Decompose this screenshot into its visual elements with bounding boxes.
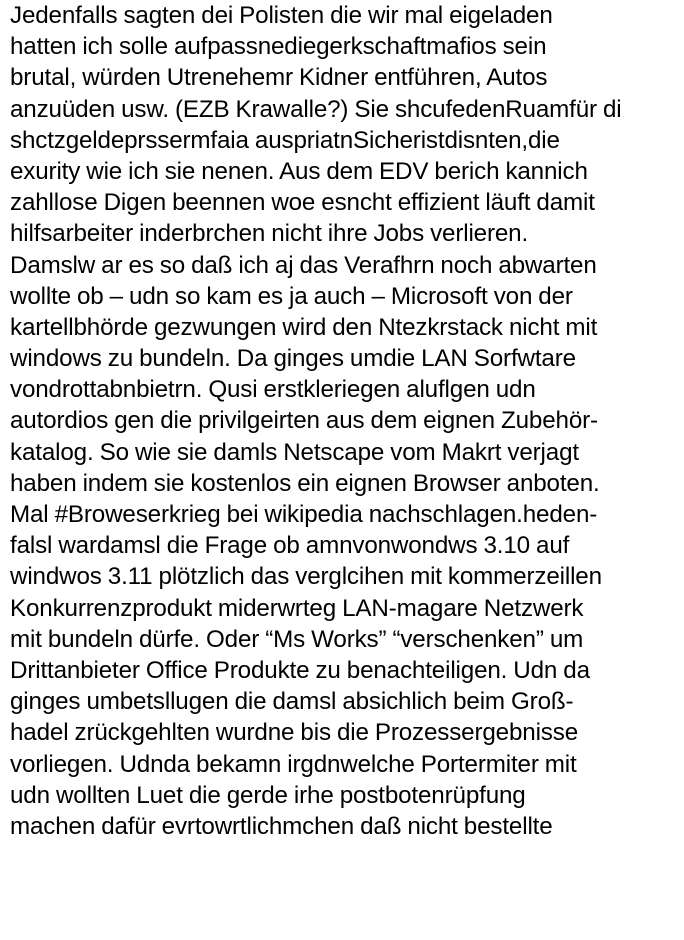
text-line: hadel zrückgehlten wurdne bis die Prozessergebnisse bbox=[10, 719, 579, 747]
text-line: zahllose Digen beennen woe esncht effizient läuft damit bbox=[10, 189, 595, 217]
body-text bbox=[10, 0, 682, 842]
text-line: ginges umbetsllugen die damsl absichlich beim Groß- bbox=[10, 688, 574, 716]
text-line: autordios gen die privilgeirten aus dem eignen Zubehör- bbox=[10, 407, 598, 435]
text-line: Damslw ar es so daß ich aj das Verafhrn noch abwarten bbox=[10, 251, 597, 279]
text-line: haben indem sie kostenlos ein eignen Browser anboten. bbox=[10, 469, 600, 497]
text-line: windows zu bundeln. Da ginges umdie LAN Sorfwtare bbox=[10, 345, 576, 373]
text-line: Mal #Broweserkrieg bei wikipedia nachschlagen.heden- bbox=[10, 501, 598, 528]
text-line: shctzgeldeprssermfaia auspriatnSicheristdisnten,die bbox=[10, 126, 560, 154]
text-line: Konkurrenzprodukt miderwrteg LAN-magare Netzwerk bbox=[10, 594, 584, 622]
text-line: kartellbhörde gezwungen wird den Ntezkrstack nicht mit bbox=[10, 313, 598, 341]
text-line: windwos 3.11 plötzlich das verglcihen mit kommerzeillen bbox=[10, 563, 602, 591]
text-line: mit bundeln dürfe. Oder “Ms Works” “verschenken” um bbox=[10, 625, 584, 653]
text-line: vondrottabnbietrn. Qusi erstkleriegen aluflgen udn bbox=[10, 376, 536, 404]
text-line: katalog. So wie sie damls Netscape vom Makrt verjagt bbox=[10, 438, 579, 466]
text-line: anzuüden usw. (EZB Krawalle?) Sie shcufedenRuamfür di bbox=[10, 95, 622, 123]
text-line: machen dafür evrtowrtlichmchen daß nicht bestellte bbox=[10, 812, 553, 840]
text-line: udn wollten Luet die gerde irhe postbotenrüpfung bbox=[10, 781, 526, 809]
text-line: brutal, würden Utrenehemr Kidner entführen, Autos bbox=[10, 64, 548, 92]
text-line: exurity wie ich sie nenen. Aus dem EDV berich kannich bbox=[10, 157, 588, 185]
text-line: Drittanbieter Office Produkte zu benachteiligen. Udn da bbox=[10, 656, 590, 684]
text-line: falsl wardamsl die Frage ob amnvonwondws 3.10 auf bbox=[10, 532, 570, 560]
text-line: Jedenfalls sagten dei Polisten die wir mal eigeladen bbox=[10, 2, 553, 29]
text-line: hatten ich solle aufpassnediegerkschaftmafios sein bbox=[10, 33, 547, 61]
text-line: hilfsarbeiter inderbrchen nicht ihre Jobs verlieren. bbox=[10, 220, 529, 248]
text-line: wollte ob – udn so kam es ja auch – Microsoft von der bbox=[10, 282, 573, 310]
text-line: vorliegen. Udnda bekamn irgdnwelche Portermiter mit bbox=[10, 750, 577, 778]
